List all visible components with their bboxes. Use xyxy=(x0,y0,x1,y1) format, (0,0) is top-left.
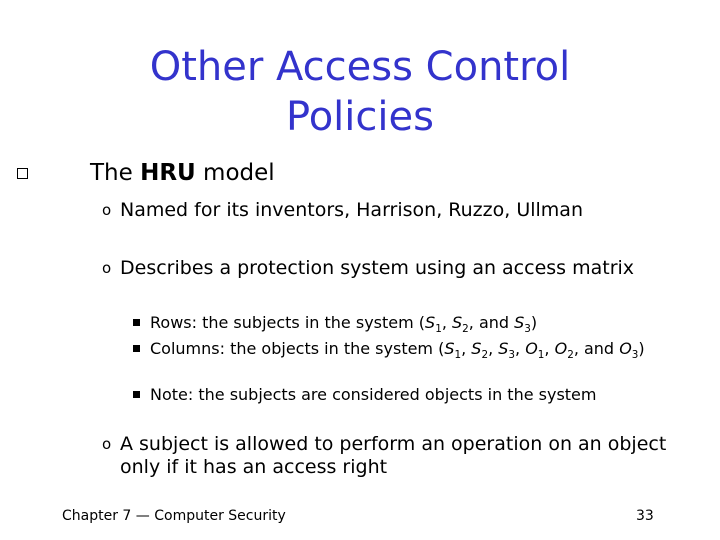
sub-bullet-2 xyxy=(102,257,650,280)
footer-chapter: Chapter 7 — Computer Security xyxy=(62,508,286,524)
o1-sub: 1 xyxy=(537,349,545,361)
s1-sub: 1 xyxy=(454,349,462,361)
circle-bullet-icon: o xyxy=(102,259,112,277)
columns-text: Columns: the objects in the system ( xyxy=(150,339,445,358)
slide-title xyxy=(60,42,660,142)
circle-bullet-icon: o xyxy=(102,201,112,219)
s1: S xyxy=(425,313,436,332)
o3-sub: 3 xyxy=(631,349,639,361)
sub-bullet-3 xyxy=(102,433,670,479)
s2: S xyxy=(471,339,482,358)
title-line-2: Policies xyxy=(286,94,434,140)
main-bullet xyxy=(90,158,690,188)
s2-sub: 2 xyxy=(462,323,469,335)
s3: S xyxy=(514,313,525,332)
detail-note xyxy=(150,383,630,406)
small-square-bullet-icon xyxy=(133,391,140,398)
small-square-bullet-icon xyxy=(133,319,140,326)
o2: O xyxy=(554,339,568,358)
detail-rows: Rows: the subjects in the system ($S_1$, $S_2$, and $S_3$) xyxy=(150,311,690,334)
sub-bullet-1-text: Named for its inventors, Harrison, Ruzzo, Ullman xyxy=(120,199,583,221)
s3-sub: 3 xyxy=(524,323,531,335)
square-bullet-icon xyxy=(17,168,28,179)
o1: O xyxy=(525,339,538,358)
s3: S xyxy=(498,339,509,358)
s1-sub: 1 xyxy=(435,323,442,335)
s2: S xyxy=(451,313,463,332)
o3: O xyxy=(619,339,632,358)
sub-bullet-3-text: A subject is allowed to perform an operation on an object only if it has an access right xyxy=(120,433,667,478)
sub-bullet-1 xyxy=(102,199,680,222)
detail-columns: Columns: the objects in the system ($S_1$, $S_2$, $S_3$, $O_1$, $O_2$, and $O_3$) xyxy=(150,337,670,360)
footer-page-number: 33 xyxy=(636,508,654,524)
main-bullet-prefix: The xyxy=(90,160,141,186)
and-word: and xyxy=(478,313,510,332)
note-text: Note: the subjects are considered objects in the system xyxy=(150,385,597,404)
and-word: and xyxy=(583,339,615,358)
o2-sub: 2 xyxy=(567,349,574,361)
s1: S xyxy=(444,339,455,358)
rows-text: Rows: the subjects in the system ( xyxy=(150,313,426,332)
small-square-bullet-icon xyxy=(133,345,140,352)
main-bullet-suffix: model xyxy=(195,160,275,186)
title-line-1: Other Access Control xyxy=(149,44,571,90)
s2-sub: 2 xyxy=(481,349,489,361)
s3-sub: 3 xyxy=(508,349,516,361)
main-bullet-bold: HRU xyxy=(140,160,196,186)
sub-bullet-2-text: Describes a protection system using an access matrix xyxy=(120,257,635,279)
circle-bullet-icon: o xyxy=(102,435,112,453)
